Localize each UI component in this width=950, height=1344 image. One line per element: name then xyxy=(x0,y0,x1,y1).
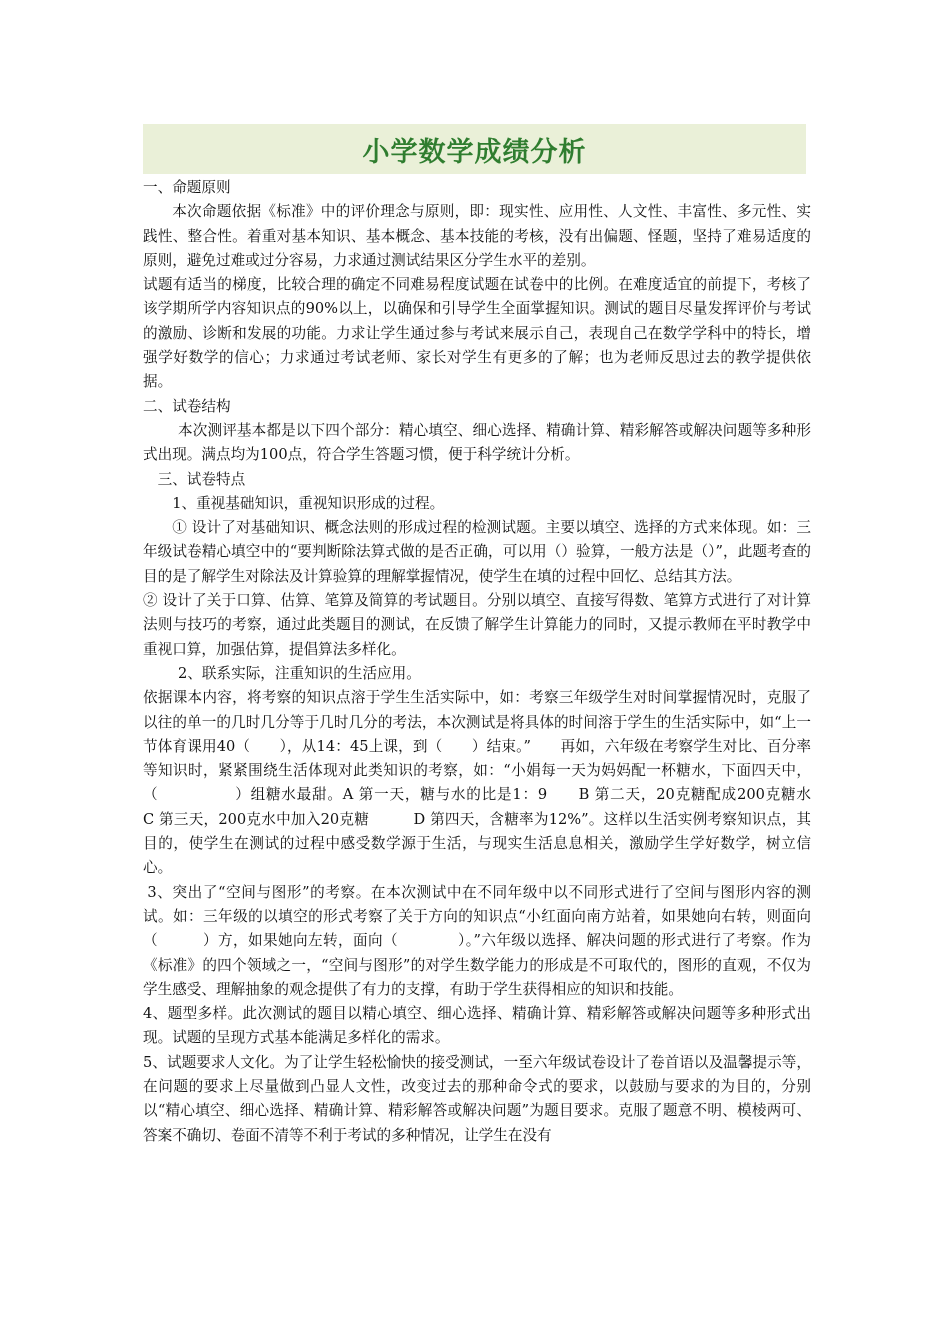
document-title: 小学数学成绩分析 xyxy=(362,136,587,168)
document-body xyxy=(143,176,870,1148)
title-banner xyxy=(143,124,806,174)
paragraph: ② 设计了关于口算、估算、笔算及简算的考试题目。分别以填空、直接写得数、笔算方式进行了对计算法则与技巧的考察，通过此类题目的测试，在反馈了解学生计算能力的同时，又提示教师在平时教学中重视口算，加强估算，提倡算法多样化。 xyxy=(143,592,811,658)
paragraph: 5、试题要求人文化。为了让学生轻松愉快的接受测试，一至六年级试卷设计了卷首语以及温馨提示等，在问题的要求上尽量做到凸显人文性，改变过去的那种命令式的要求，以鼓励与要求的为目的，分别以“精心填空、细心选择、精确计算、精彩解答或解决问题”为题目要求。克服了题意不明、模棱两可、答案不确切、卷面不清等不利于考试的多种情况，让学生在没有 xyxy=(143,1053,811,1144)
paragraph: 4、题型多样。此次测试的题目以精心填空、细心选择、精确计算、精彩解答或解决问题等多种形式出现。试题的呈现方式基本能满足多样化的需求。 xyxy=(143,1005,811,1047)
subheading: 1、重视基础知识，重视知识形成的过程。 xyxy=(172,494,445,512)
subheading: 2、联系实际，注重知识的生活应用。 xyxy=(178,664,421,682)
paragraph: 3、突出了“空间与图形”的考察。在本次测试中在不同年级中以不同形式进行了空间与图形内容的测试。如：三年级的以填空的形式考察了关于方向的知识点“小红面向南方站着，如果她向右转，则面向（ ）方，如果她向左转，面向（ ）。”六年级以选择、解决问题的形式进行了考察。作为《标准》的四个领域之一，“空间与图形”的对学生数学能力的形成是不可取代的，图形的直观，不仅为学生感受、理解抽象的观念提供了有力的支撑，有助于学生获得相应的知识和技能。 xyxy=(143,883,811,998)
paragraph: 本次命题依据《标准》中的评价理念与原则，即：现实性、应用性、人文性、丰富性、多元性、实践性、整合性。着重对基本知识、基本概念、基本技能的考核，没有出偏题、怪题，坚持了难易适度的原则，避免过难或过分容易，力求通过测试结果区分学生水平的差别。 xyxy=(143,203,811,269)
section-heading: 三、试卷特点 xyxy=(157,470,246,488)
section-heading: 二、试卷结构 xyxy=(143,397,231,415)
paragraph: 依据课本内容，将考察的知识点溶于学生生活实际中，如：考察三年级学生对时间掌握情况时，克服了以往的单一的几时几分等于几时几分的考法，本次测试是将具体的时间溶于学生的生活实际中，如“上一节体育课用40（ ），从14：45上课，到（ ）结束。” 再如，六年级在考察学生对比、百分率等知识时，紧紧围绕生活体现对此类知识的考察，如：“小娟每一天为妈妈配一杯糖水，下面四天中，（ ）组糖水最甜。A 第一天，糖与水的比是1：9 B 第二天，20克糖配成200克糖水 C 第三天，200克水中加入20克糖 D 第四天，含糖率为12%”。这样以生活实例考察知识点，其目的，使学生在测试的过程中感受数学源于生活，与现实生活息息相关，激励学生学好数学，树立信心。 xyxy=(143,689,870,877)
paragraph: ① 设计了对基础知识、概念法则的形成过程的检测试题。主要以填空、选择的方式来体现。如：三年级试卷精心填空中的“要判断除法算式做的是否正确，可以用（）验算，一般方法是（）”，此题考查的目的是了解学生对除法及计算验算的理解掌握情况，使学生在填的过程中回忆、总结其方法。 xyxy=(143,519,811,585)
paragraph: 试题有适当的梯度，比较合理的确定不同难易程度试题在试卷中的比例。在难度适宜的前提下，考核了该学期所学内容知识点的90%以上，以确保和引导学生全面掌握知识。测试的题目尽量发挥评价与考试的激励、诊断和发展的功能。力求让学生通过参与考试来展示自己，表现自己在数学学科中的特长，增强学好数学的信心；力求通过考试老师、家长对学生有更多的了解；也为老师反思过去的教学提供依据。 xyxy=(143,276,811,391)
section-heading: 一、命题原则 xyxy=(143,179,231,196)
paragraph: 本次测评基本都是以下四个部分：精心填空、细心选择、精确计算、精彩解答或解决问题等多种形式出现。满点均为100点，符合学生答题习惯，便于科学统计分析。 xyxy=(143,421,811,464)
